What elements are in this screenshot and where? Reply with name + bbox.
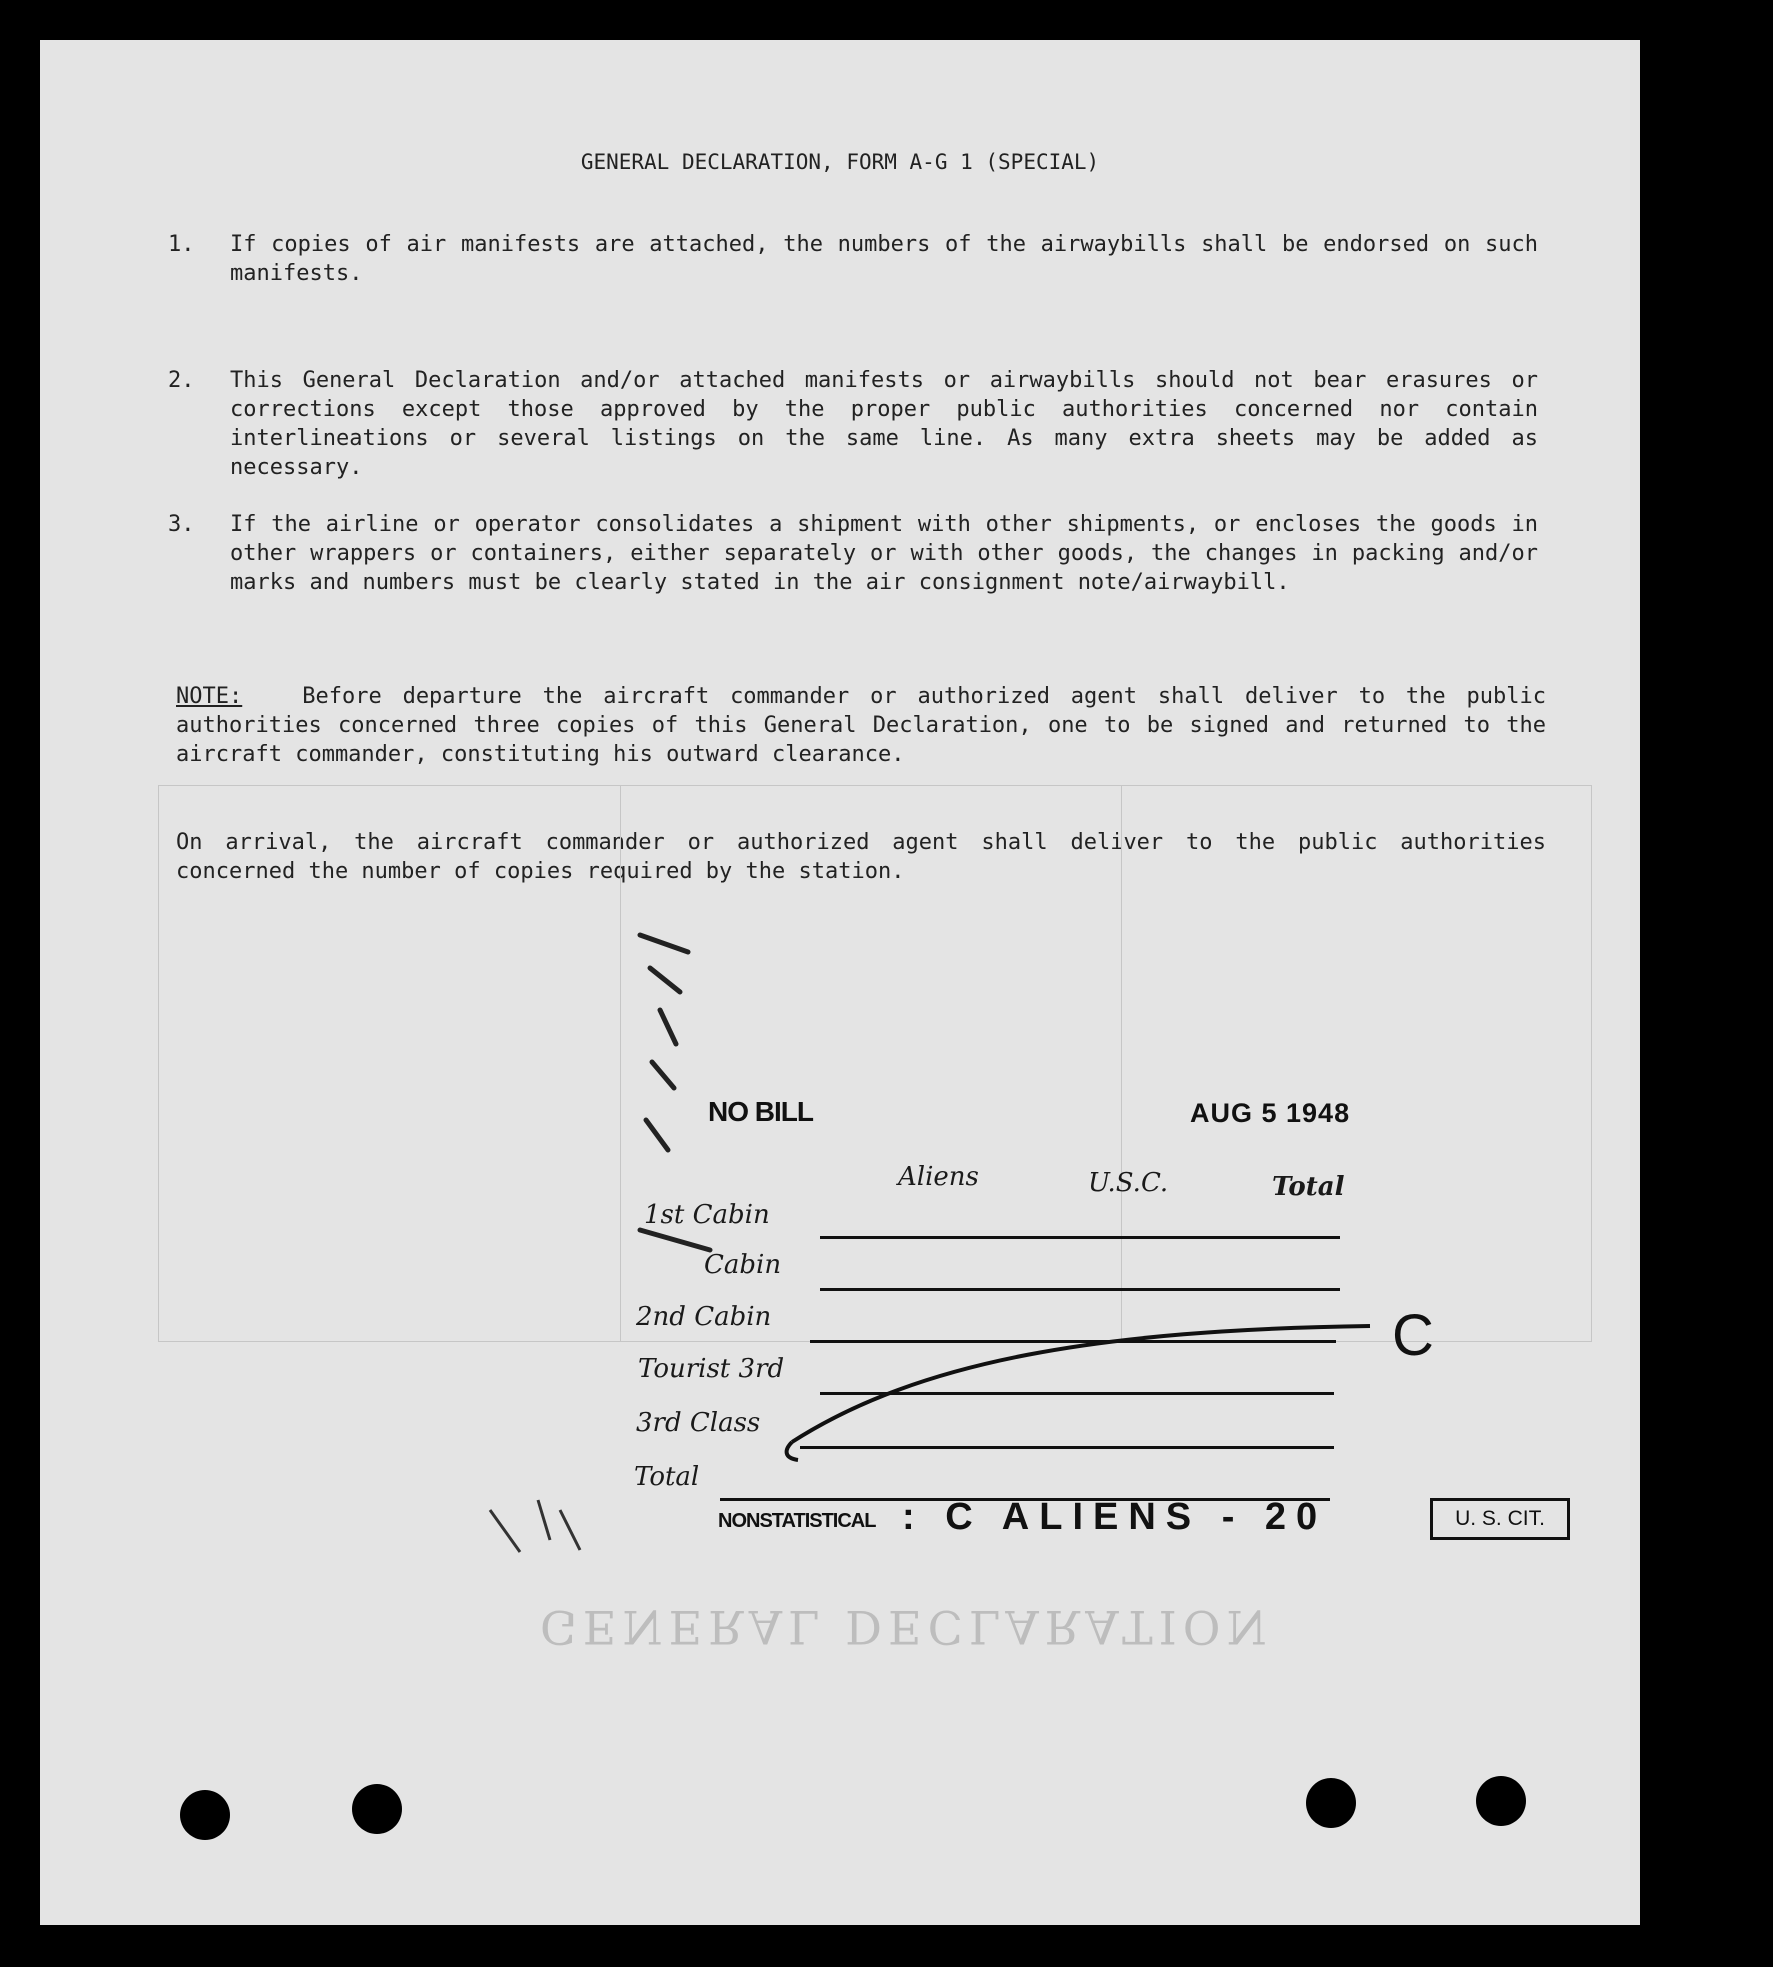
row-2nd-cabin: 2nd Cabin	[636, 1302, 772, 1332]
instruction-text: This General Declaration and/or attached manifests or airwaybills should not bear erasures or corrections except those approved by the proper public authorities concerned nor contain interlineations or several listings on the same line. As many extra sheets may be added as necessary.	[230, 368, 1538, 480]
us-cit-box: U. S. CIT.	[1430, 1498, 1570, 1540]
instruction-number: 1.	[168, 232, 195, 257]
column-total: Total	[1272, 1172, 1345, 1202]
date-stamp: AUG 5 1948	[1190, 1098, 1351, 1128]
note-text: Before departure the aircraft commander or authorized agent shall deliver to the public authorities concerned three copies of this General Declaration, one to be signed and returned to the aircraft commander, constituting his outward clearance.	[176, 684, 1546, 767]
row-cabin: Cabin	[704, 1250, 782, 1280]
note-label: NOTE:	[176, 684, 243, 709]
column-aliens: Aliens	[898, 1162, 979, 1192]
instruction-text: If the airline or operator consolidates a shipment with other shipments, or encloses the goods in other wrappers or containers, either separately or with other goods, the changes in packing and/or marks and numbers must be clearly stated in the air consignment note/airwaybill.	[230, 512, 1538, 595]
pen-strokes	[40, 40, 1640, 1925]
column-usc: U.S.C.	[1088, 1168, 1169, 1198]
instruction-text: If copies of air manifests are attached, the numbers of the airwaybills shall be endorsed on such manifests.	[230, 232, 1538, 286]
row-3rd-class: 3rd Class	[636, 1408, 761, 1438]
punch-hole	[352, 1784, 402, 1834]
arrival-paragraph: On arrival, the aircraft commander or authorized agent shall deliver to the public authorities concerned the number of copies required by the station.	[176, 830, 1546, 884]
row-1st-cabin: 1st Cabin	[644, 1200, 770, 1230]
nonstatistical-label: NONSTATISTICAL	[718, 1510, 876, 1532]
punch-hole	[1476, 1776, 1526, 1826]
instruction-number: 2.	[168, 368, 195, 393]
punch-hole	[1306, 1778, 1356, 1828]
row-total: Total	[634, 1462, 700, 1492]
bleed-through-text: GENERAL DECLARATION	[540, 1600, 1273, 1654]
document-page	[40, 40, 1640, 1925]
instruction-number: 3.	[168, 512, 195, 537]
punch-hole	[180, 1790, 230, 1840]
form-title: GENERAL DECLARATION, FORM A-G 1 (SPECIAL)	[580, 150, 1100, 174]
handwritten-c-mark: C	[1392, 1303, 1444, 1368]
handwritten-aliens-count: : C ALIENS - 20	[902, 1496, 1328, 1538]
row-tourist-3rd: Tourist 3rd	[638, 1354, 785, 1384]
no-bill-stamp: NO BILL	[708, 1096, 813, 1127]
